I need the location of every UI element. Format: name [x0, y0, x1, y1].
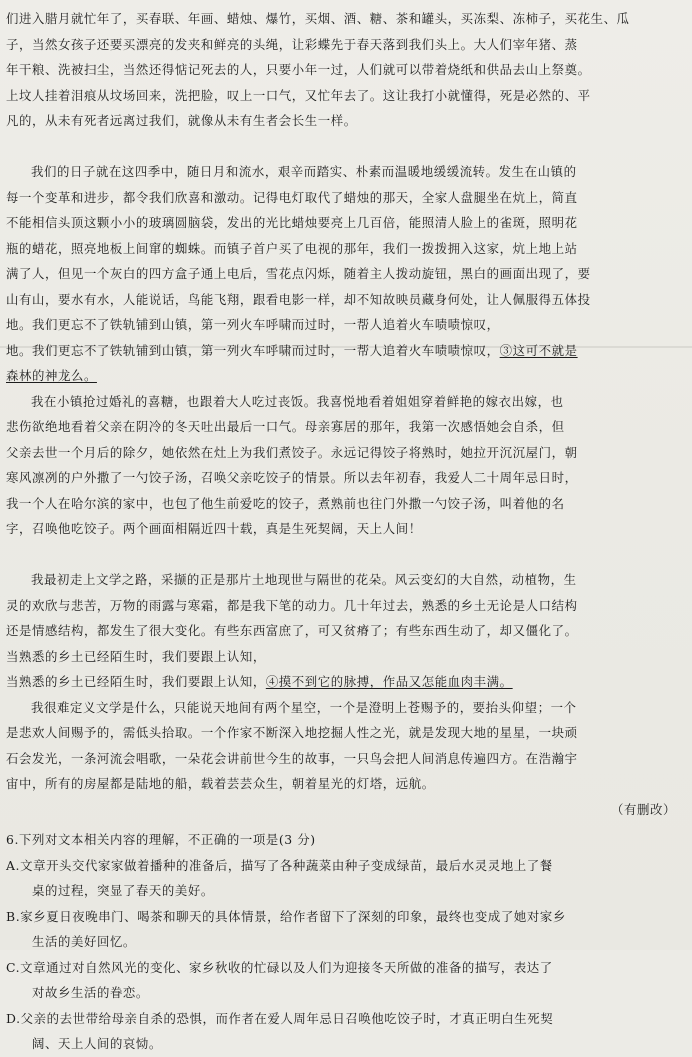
- text-line: 满了人，但见一个灰白的四方盒子通上电后，雪花点闪烁，随着主人拨动旋钮，黑白的画面出现了，要: [6, 266, 591, 281]
- underlined-phrase-3: ③这可不就是: [499, 342, 578, 358]
- text-line: [6, 338, 686, 364]
- text-line: 我一个人在哈尔滨的家中，也包了他生前爱吃的饺子，煮熟前也往门外撒一勺饺子汤，叫着他的名: [6, 495, 565, 511]
- text-line: [6, 134, 686, 160]
- text-line: [6, 669, 686, 695]
- text-line: 还是情感结构，都发生了很大变化。有些东西富庶了，可又贫瘠了；有些东西生动了，却又僵化了。: [6, 623, 578, 638]
- paragraph-3: [6, 389, 686, 568]
- underlined-phrase-4: ④摸不到它的脉搏，作品又怎能血肉丰满。: [265, 674, 513, 689]
- text-line: 年干粮、洗被扫尘，当然还得惦记死去的人，只要小年一过，人们就可以带着烧纸和供品去山上祭奠。: [6, 62, 591, 77]
- text-line: 字，召唤他吃饺子。两个画面相隔近四十载，真是生死契阔，天上人间！: [6, 521, 422, 536]
- text-line: 子，当然女孩子还要买漂亮的发夹和鲜亮的头绳，让彩蝶先于春天落到我们头上。大人们宰年猪、蒸: [6, 36, 578, 52]
- text-line: 石会发光，一条河流会唱歌，一朵花会讲前世今生的故事，一只鸟会把人间消息传遍四方。在浩瀚宇: [6, 750, 578, 766]
- text-line: [6, 363, 686, 389]
- text-line: 是悲欢人间赐予的，需低头拾取。一个作家不断深入地挖掘人性之光，就是发现大地的星星，一块顽: [6, 725, 578, 740]
- text-line: 悲伤欲绝地看着父亲在阴冷的冬天吐出最后一口气。母亲寡居的那年，我第一次感悟她会自杀，但: [6, 419, 565, 434]
- text-line: 们进入腊月就忙年了，买春联、年画、蜡烛、爆竹，买烟、酒、糖、茶和罐头，买冻梨、冻柿子，买花生、瓜: [6, 11, 630, 26]
- text-segment: 地。我们更忘不了铁轨铺到山镇，第一列火车呼啸而过时，一帮人追着火车啧啧惊叹，: [6, 342, 500, 358]
- option-c: C.文章通过对自然风光的变化、家乡秋收的忙碌以及人们为迎接冬天所做的准备的描写，表达了: [6, 959, 553, 975]
- option-b: B.家乡夏日夜晚串门、喝茶和聊天的具体情景，给作者留下了深刻的印象，最终也变成了她对家乡: [6, 908, 566, 924]
- option-d: D.父亲的去世带给母亲自杀的恐惧，而作者在爱人周年忌日召唤他吃饺子时，才真正明白生死契: [6, 1010, 554, 1026]
- option-b-cont: 生活的美好回忆。: [32, 934, 136, 949]
- text-line: 我们的日子就在这四季中，随日月和流水，艰辛而踏实、朴素而温暖地缓缓流转。发生在山镇的: [31, 164, 577, 179]
- editor-note: [6, 797, 686, 823]
- text-line: 寒风凛冽的户外撒了一勺饺子汤，召唤父亲吃饺子的情景。所以去年初春，我爱人二十周年忌日时，: [6, 470, 578, 485]
- article-text: [6, 6, 686, 1057]
- paragraph-1: [6, 6, 686, 159]
- underlined-phrase-3-cont: 森林的神龙么。: [6, 368, 97, 383]
- option-c-cont: 对故乡生活的眷恋。: [32, 985, 149, 1000]
- text-line: 父亲去世一个月后的除夕，她依然在灶上为我们煮饺子。永远记得饺子将熟时，她拉开沉沉屋门，朝: [6, 444, 578, 460]
- question-6: [6, 827, 686, 1057]
- option-a-cont: 桌的过程，突显了春天的美好。: [32, 883, 214, 898]
- text-segment: 当熟悉的乡土已经陌生时，我们要跟上认知，: [6, 674, 266, 689]
- text-line: 宙中，所有的房屋都是陆地的船，载着芸芸众生，朝着星光的灯塔，远航。: [6, 776, 435, 791]
- text-line: 我在小镇抢过婚礼的喜糖，也跟着大人吃过丧饭。我喜悦地看着姐姐穿着鲜艳的嫁衣出嫁，也: [31, 393, 564, 409]
- text-line: 不能相信头顶这颗小小的玻璃圆脑袋，发出的光比蜡烛要亮上几百倍，能照清人脸上的雀斑，照明花: [6, 215, 578, 230]
- text-line: 我最初走上文学之路，采撷的正是那片土地现世与隔世的花朵。风云变幻的大自然，动植物，生: [31, 572, 577, 587]
- paragraph-4: [6, 567, 686, 695]
- text-line: 山有山，要水有水，人能说话，鸟能飞翔，跟看电影一样，却不知故映员藏身何处，让人佩服得五体投: [6, 291, 591, 307]
- text-line: 凡的，从未有死者远离过我们，就像从未有生者会长生一样。: [6, 113, 357, 128]
- question-stem: 6.下列对文本相关内容的理解，不正确的一项是(3 分): [6, 832, 316, 847]
- text-line: 灵的欢欣与悲苦，万物的雨露与寒霜，都是我下笔的动力。几十年过去，熟悉的乡土无论是人口结构: [6, 597, 578, 613]
- text-line: 上坟人挂着泪痕从坟场回来，洗把脸，叹上一口气，又忙年去了。这让我打小就懂得，死是必然的、平: [6, 87, 591, 103]
- text-line: 地。我们更忘不了铁轨铺到山镇，第一列火车呼啸而过时，一帮人追着火车啧啧惊叹，: [6, 317, 500, 332]
- option-a: A.文章开头交代家家做着播种的准备后，描写了各种蔬菜由种子变成绿苗，最后水灵灵地上了餐: [6, 857, 553, 873]
- option-d-cont: 阔、天上人间的哀恸。: [32, 1036, 162, 1051]
- text-line: 我很难定义文学是什么，只能说天地间有两个星空，一个是澄明上苍赐予的，要抬头仰望；一个: [31, 699, 577, 715]
- text-line: （有删改）: [611, 801, 676, 817]
- paragraph-5: [6, 695, 686, 797]
- text-line: 瓶的蜡花，照亮地板上间窜的蜘蛛。而镇子首户买了电视的那年，我们一拨拨拥入这家，炕上地上站: [6, 240, 578, 256]
- text-line: 每一个变革和进步，都令我们欣喜和激动。记得电灯取代了蜡烛的那天，全家人盘腿坐在炕上，简直: [6, 189, 578, 205]
- paragraph-2: [6, 159, 686, 389]
- text-line: [6, 542, 686, 568]
- text-line: 当熟悉的乡土已经陌生时，我们要跟上认知，: [6, 648, 266, 664]
